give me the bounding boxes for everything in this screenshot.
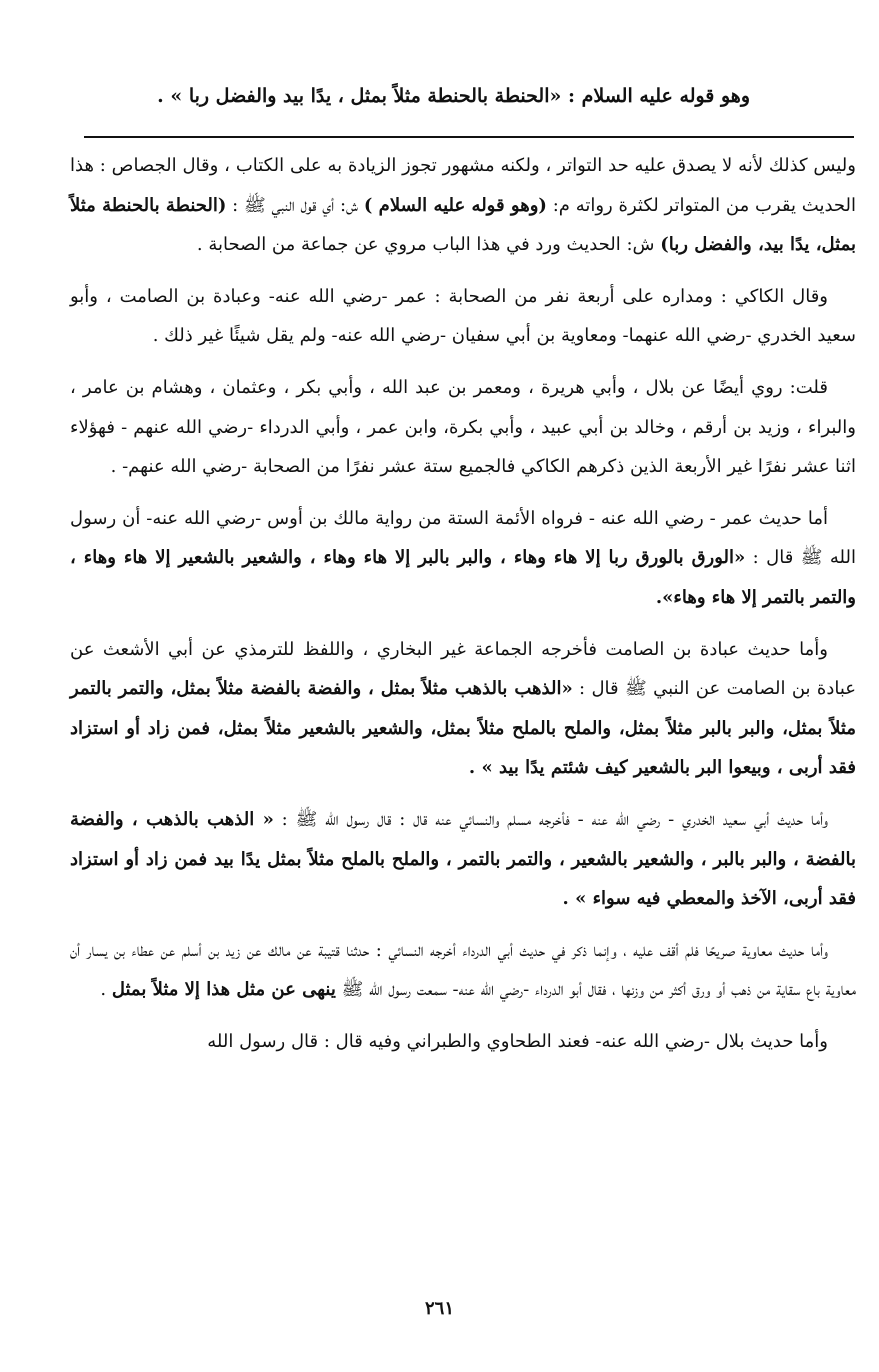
text-span: وأما حديث عبادة بن الصامت فأخرجه الجماعة غير البخاري ، واللفظ للترمذي عن أبي الأشعث عن عبادة بن الصامت عن النبي ﷺ قال : (70, 638, 856, 700)
header-rule (84, 136, 854, 138)
page-header: وهو قوله عليه السلام : «الحنطة بالحنطة مثلاً بمثل ، يدًا بيد والفضل ربا » . (157, 85, 750, 107)
paragraph (70, 931, 856, 1010)
text-span: وأما حديث بلال -رضي الله عنه- فعند الطحاوي والطبراني وفيه قال : قال رسول الله (207, 1030, 828, 1052)
text-span: وأما حديث أبي سعيد الخدري - رضي الله عنه - فأخرجه مسلم والنسائي عنه قال : قال رسول الله ﷺ : (273, 808, 828, 830)
paragraph (70, 1022, 856, 1062)
paragraph (70, 800, 856, 919)
paragraph (70, 630, 856, 788)
text-span: . (100, 979, 112, 1001)
text-span: وليس كذلك لأنه لا يصدق عليه حد التواتر ، ولكنه مشهور تجوز الزيادة به على الكتاب ، وقال الجصاص : هذا الحديث يقرب من المتواتر لكثرة رواته م: (70, 155, 857, 216)
text-span-bold: ينهى عن مثل هذا إلا مثلاً بمثل (111, 979, 336, 1001)
text-span: ش: الحديث ورد في هذا الباب مروي عن جماعة من الصحابة . (196, 234, 661, 256)
paragraph (70, 146, 856, 265)
text-span-bold: « الذهب بالذهب ، والفضة بالفضة ، والبر بالبر ، والشعير بالشعير ، والتمر بالتمر ، والملح بالملح مثلاً بمثل يدًا بيد فمن زاد أو استزاد فقد أربى، الآخذ والمعطي فيه سواء » . (70, 808, 856, 910)
paragraph (70, 277, 856, 356)
paragraph (70, 499, 856, 618)
text-span: وأما حديث معاوية صريحًا فلم أقف عليه ، وإنما ذكر في حديث أبي الدرداء أخرجه النسائي : حدثنا قتيبة عن مالك عن زيد بن أسلم عن عطاء بن يسار أن معاوية باع سقاية من ذهب أو ورق أكثر من وزنها ، فقال أبو الدرداء -رضي الله عنه- سمعت رسول الله ﷺ (70, 939, 856, 1001)
page-body (70, 146, 856, 1073)
page-number: ٢٦١ (424, 1298, 454, 1319)
text-span-bold: (وهو قوله عليه السلام ) (363, 194, 547, 216)
paragraph (70, 368, 856, 487)
text-span: ش: أي قول النبي ﷺ : (226, 194, 364, 216)
text-span: قلت: روي أيضًا عن بلال ، وأبي هريرة ، ومعمر بن عبد الله ، وأبي بكر ، وعثمان ، وهشام بن عامر ، والبراء ، وزيد بن أرقم ، وخالد بن أبي عبيد ، وأبي بكرة، وابن عمر ، وأبي الدرداء -رضي الله عنهم - فهؤلاء اثنا عشر نفرًا غير الأربعة الذين ذكرهم الكاكي فالجميع ستة عشر نفرًا من الصحابة -رضي الله عنهم- . (70, 376, 856, 478)
text-span: وقال الكاكي : ومداره على أربعة نفر من الصحابة : عمر -رضي الله عنه- وعبادة بن الصامت ، وأبو سعيد الخدري -رضي الله عنهما- ومعاوية بن أبي سفيان -رضي الله عنه- ولم يقل شيئًا غير ذلك . (70, 285, 856, 347)
text-span-bold: «الورق بالورق ربا إلا هاء وهاء ، والبر بالبر إلا هاء وهاء ، والشعير بالشعير إلا هاء وهاء ، والتمر بالتمر إلا هاء وهاء». (70, 547, 856, 608)
text-span: أما حديث عمر - رضي الله عنه - فرواه الأئمة الستة من رواية مالك بن أوس -رضي الله عنه- أن رسول الله ﷺ قال : (70, 507, 856, 569)
text-span-bold: (الحنطة بالحنطة مثلاً بمثل، يدًا بيد، والفضل ربا) (70, 194, 856, 256)
text-span-bold: «الذهب بالذهب مثلاً بمثل ، والفضة بالفضة مثلاً بمثل، والتمر بالتمر مثلاً بمثل، والبر بالبر مثلاً بمثل، والملح بالملح مثلاً بمثل، والشعير بالشعير مثلاً بمثل، فمن زاد أو استزاد فقد أربى ، وبيعوا البر بالشعير كيف شئتم يدًا بيد » . (70, 678, 856, 779)
